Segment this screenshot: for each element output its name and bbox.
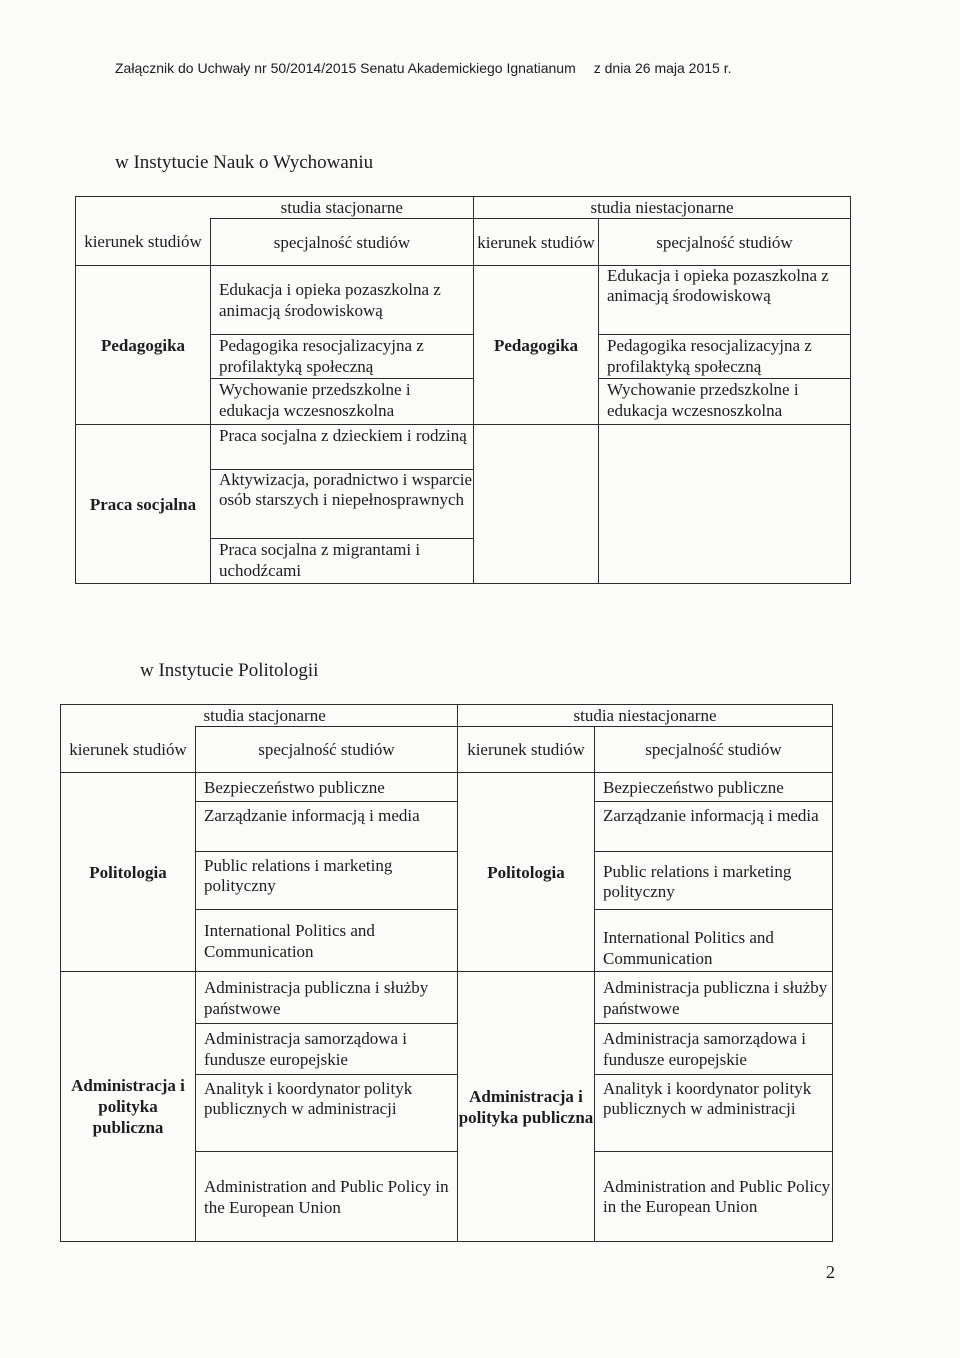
- nonstationary-header: studia niestacjonarne: [458, 705, 833, 727]
- spec-cell: Analityk i koordynator polityk publicznych w administracji: [196, 1075, 458, 1152]
- spec-cell: Administration and Public Policy in the European Union: [196, 1152, 458, 1242]
- spec-cell: Administracja samorządowa i fundusze europejskie: [196, 1024, 458, 1075]
- spec-cell: Analityk i koordynator polityk publicznych w administracji: [595, 1075, 833, 1152]
- nauk-wychowaniu-table: [75, 196, 851, 584]
- col-specjalnosc-nonstationary: specjalność studiów: [599, 219, 851, 266]
- spec-cell: Zarządzanie informacją i media: [595, 802, 833, 852]
- spec-cell: Public relations i marketing polityczny: [196, 852, 458, 910]
- spec-cell: Bezpieczeństwo publiczne: [595, 773, 833, 802]
- section1-title: w Instytucie Nauk o Wychowaniu: [115, 152, 374, 173]
- kierunek-praca-socjalna: Praca socjalna: [76, 425, 211, 584]
- spec-cell: Praca socjalna z migrantami i uchodźcami: [211, 539, 474, 584]
- kierunek-pedagogika: Pedagogika: [76, 266, 211, 425]
- col-kierunek-nonstationary: kierunek studiów: [474, 219, 599, 266]
- stationary-header-spacer: [76, 197, 211, 219]
- spec-cell: Edukacja i opieka pozaszkolna z animacją środowiskową: [599, 266, 851, 335]
- kierunek-politologia: Politologia: [61, 773, 196, 972]
- col-specjalnosc-stationary: specjalność studiów: [211, 219, 474, 266]
- empty-cell: [474, 425, 599, 584]
- header-title: Załącznik do Uchwały nr 50/2014/2015 Senatu Akademickiego Ignatianum: [115, 60, 576, 76]
- col-kierunek-stationary: kierunek studiów: [76, 219, 211, 266]
- document-header: [115, 60, 835, 76]
- spec-cell: International Politics and Communication: [595, 910, 833, 972]
- spec-cell: Pedagogika resocjalizacyjna z profilaktyką społeczną: [211, 335, 474, 379]
- section2-title: w Instytucie Politologii: [140, 660, 319, 681]
- col-kierunek-nonstationary: kierunek studiów: [458, 727, 595, 773]
- kierunek-pedagogika-ns: Pedagogika: [474, 266, 599, 425]
- spec-cell: Administracja publiczna i służby państwowe: [595, 972, 833, 1024]
- col-kierunek-stationary: kierunek studiów: [61, 727, 196, 773]
- spec-cell: International Politics and Communication: [196, 910, 458, 972]
- spec-cell: Pedagogika resocjalizacyjna z profilaktyką społeczną: [599, 335, 851, 379]
- col-specjalnosc-stationary: specjalność studiów: [196, 727, 458, 773]
- page-number: 2: [826, 1262, 835, 1282]
- spec-cell: Wychowanie przedszkolne i edukacja wczesnoszkolna: [599, 379, 851, 425]
- spec-cell: Administration and Public Policy in the European Union: [595, 1152, 833, 1242]
- stationary-header: studia stacjonarne: [211, 197, 474, 219]
- spec-cell: Praca socjalna z dzieckiem i rodziną: [211, 425, 474, 470]
- spec-cell: Wychowanie przedszkolne i edukacja wczesnoszkolna: [211, 379, 474, 425]
- header-date: z dnia 26 maja 2015 r.: [593, 60, 732, 76]
- politologii-table: [60, 704, 833, 1242]
- empty-cell: [599, 425, 851, 584]
- kierunek-administracja-ns: Administracja i polityka publiczna: [458, 972, 595, 1242]
- spec-cell: Bezpieczeństwo publiczne: [196, 773, 458, 802]
- spec-cell: Public relations i marketing polityczny: [595, 852, 833, 910]
- kierunek-politologia-ns: Politologia: [458, 773, 595, 972]
- spec-cell: Zarządzanie informacją i media: [196, 802, 458, 852]
- kierunek-administracja: Administracja i polityka publiczna: [61, 972, 196, 1242]
- spec-cell: Edukacja i opieka pozaszkolna z animacją środowiskową: [211, 266, 474, 335]
- spec-cell: Aktywizacja, poradnictwo i wsparcie osób starszych i niepełnosprawnych: [211, 470, 474, 539]
- spec-cell: Administracja publiczna i służby państwowe: [196, 972, 458, 1024]
- spec-cell: Administracja samorządowa i fundusze europejskie: [595, 1024, 833, 1075]
- nonstationary-header: studia niestacjonarne: [474, 197, 851, 219]
- stationary-header: studia stacjonarne: [196, 705, 458, 727]
- col-specjalnosc-nonstationary: specjalność studiów: [595, 727, 833, 773]
- stationary-header-spacer: [61, 705, 196, 727]
